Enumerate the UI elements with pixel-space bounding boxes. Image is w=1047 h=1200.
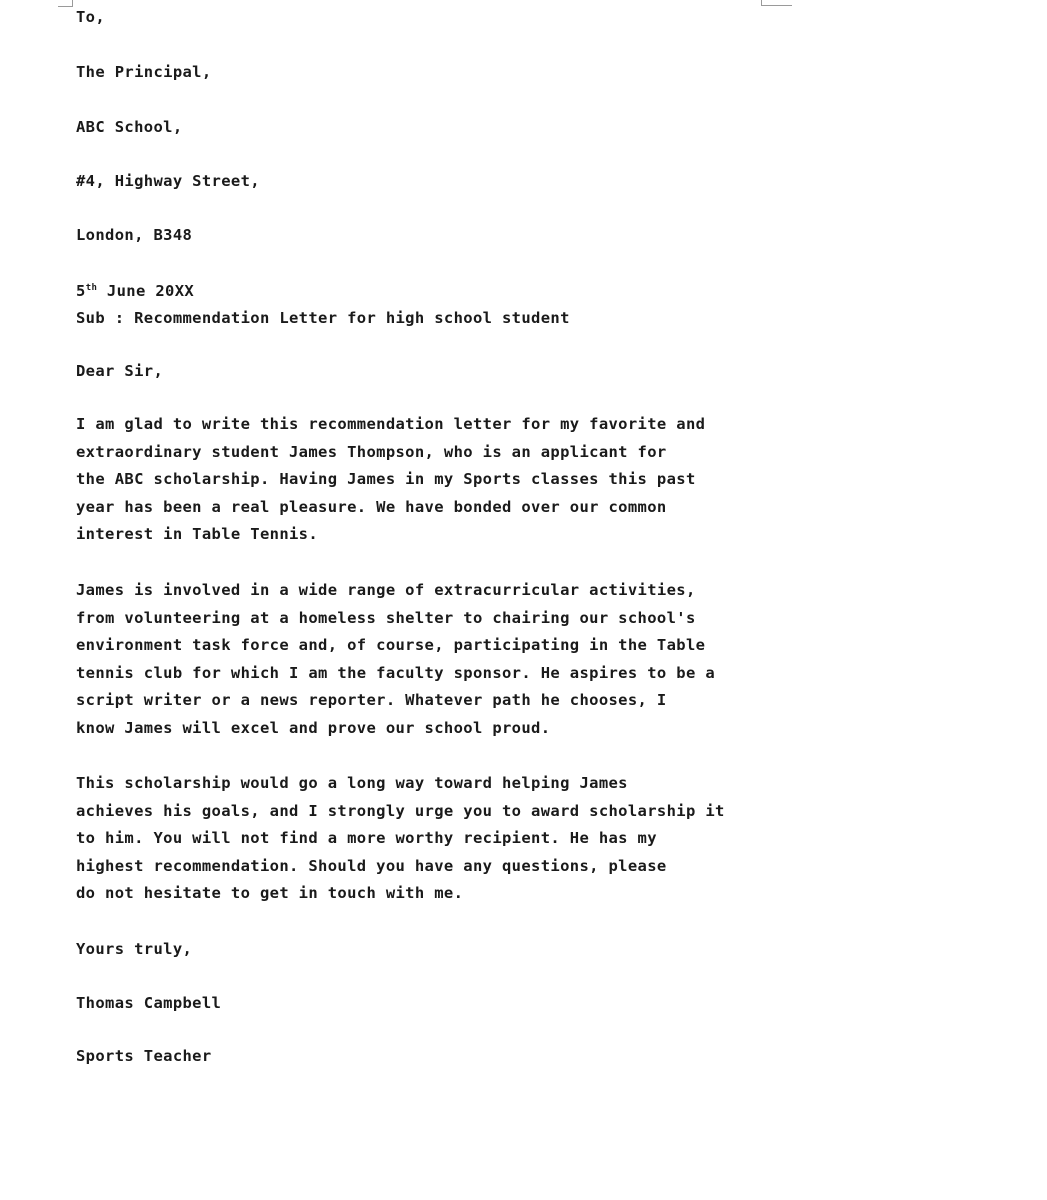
paragraph-line: interest in Table Tennis. <box>76 525 319 543</box>
address-school: ABC School, <box>76 118 183 136</box>
salutation: Dear Sir, <box>76 362 164 380</box>
paragraph-line: extraordinary student James Thompson, who is an applicant for <box>76 442 667 461</box>
paragraph-line: know James will excel and prove our school proud. <box>76 718 551 737</box>
address-to: To, <box>76 8 106 26</box>
closing: Yours truly, <box>76 940 193 958</box>
body-paragraph-1 <box>76 411 766 549</box>
address-city: London, B348 <box>76 226 193 244</box>
address-street: #4, Highway Street, <box>76 172 260 190</box>
date-rest: June 20XX <box>97 282 195 300</box>
paragraph-line: This scholarship would go a long way toward helping James <box>76 774 628 792</box>
margin-corner-marker-left <box>58 0 73 7</box>
date-suffix: th <box>85 283 98 293</box>
paragraph-line: script writer or a news reporter. Whatever path he chooses, I <box>76 691 667 709</box>
date-day: 5 <box>76 282 86 300</box>
signer-title: Sports Teacher <box>76 1047 212 1065</box>
margin-corner-marker-right <box>761 0 792 6</box>
paragraph-line: achieves his goals, and I strongly urge you to award scholarship it <box>76 801 725 820</box>
paragraph-line: do not hesitate to get in touch with me. <box>76 884 464 902</box>
letter-subject: Sub : Recommendation Letter for high school student <box>76 309 570 327</box>
paragraph-line: the ABC scholarship. Having James in my Sports classes this past <box>76 470 696 488</box>
paragraph-line: I am glad to write this recommendation letter for my favorite and <box>76 415 706 433</box>
paragraph-line: to him. You will not find a more worthy recipient. He has my <box>76 829 657 847</box>
paragraph-line: environment task force and, of course, participating in the Table <box>76 636 706 654</box>
paragraph-line: highest recommendation. Should you have any questions, please <box>76 856 667 875</box>
body-paragraph-3 <box>76 770 766 908</box>
signer-name: Thomas Campbell <box>76 994 222 1012</box>
paragraph-line: James is involved in a wide range of extracurricular activities, <box>76 581 696 599</box>
paragraph-line: year has been a real pleasure. We have bonded over our common <box>76 497 667 516</box>
body-paragraph-2 <box>76 577 766 742</box>
paragraph-line: tennis club for which I am the faculty sponsor. He aspires to be a <box>76 663 715 682</box>
paragraph-line: from volunteering at a homeless shelter to chairing our school's <box>76 608 696 627</box>
letter-date <box>76 282 194 300</box>
address-recipient: The Principal, <box>76 63 212 81</box>
